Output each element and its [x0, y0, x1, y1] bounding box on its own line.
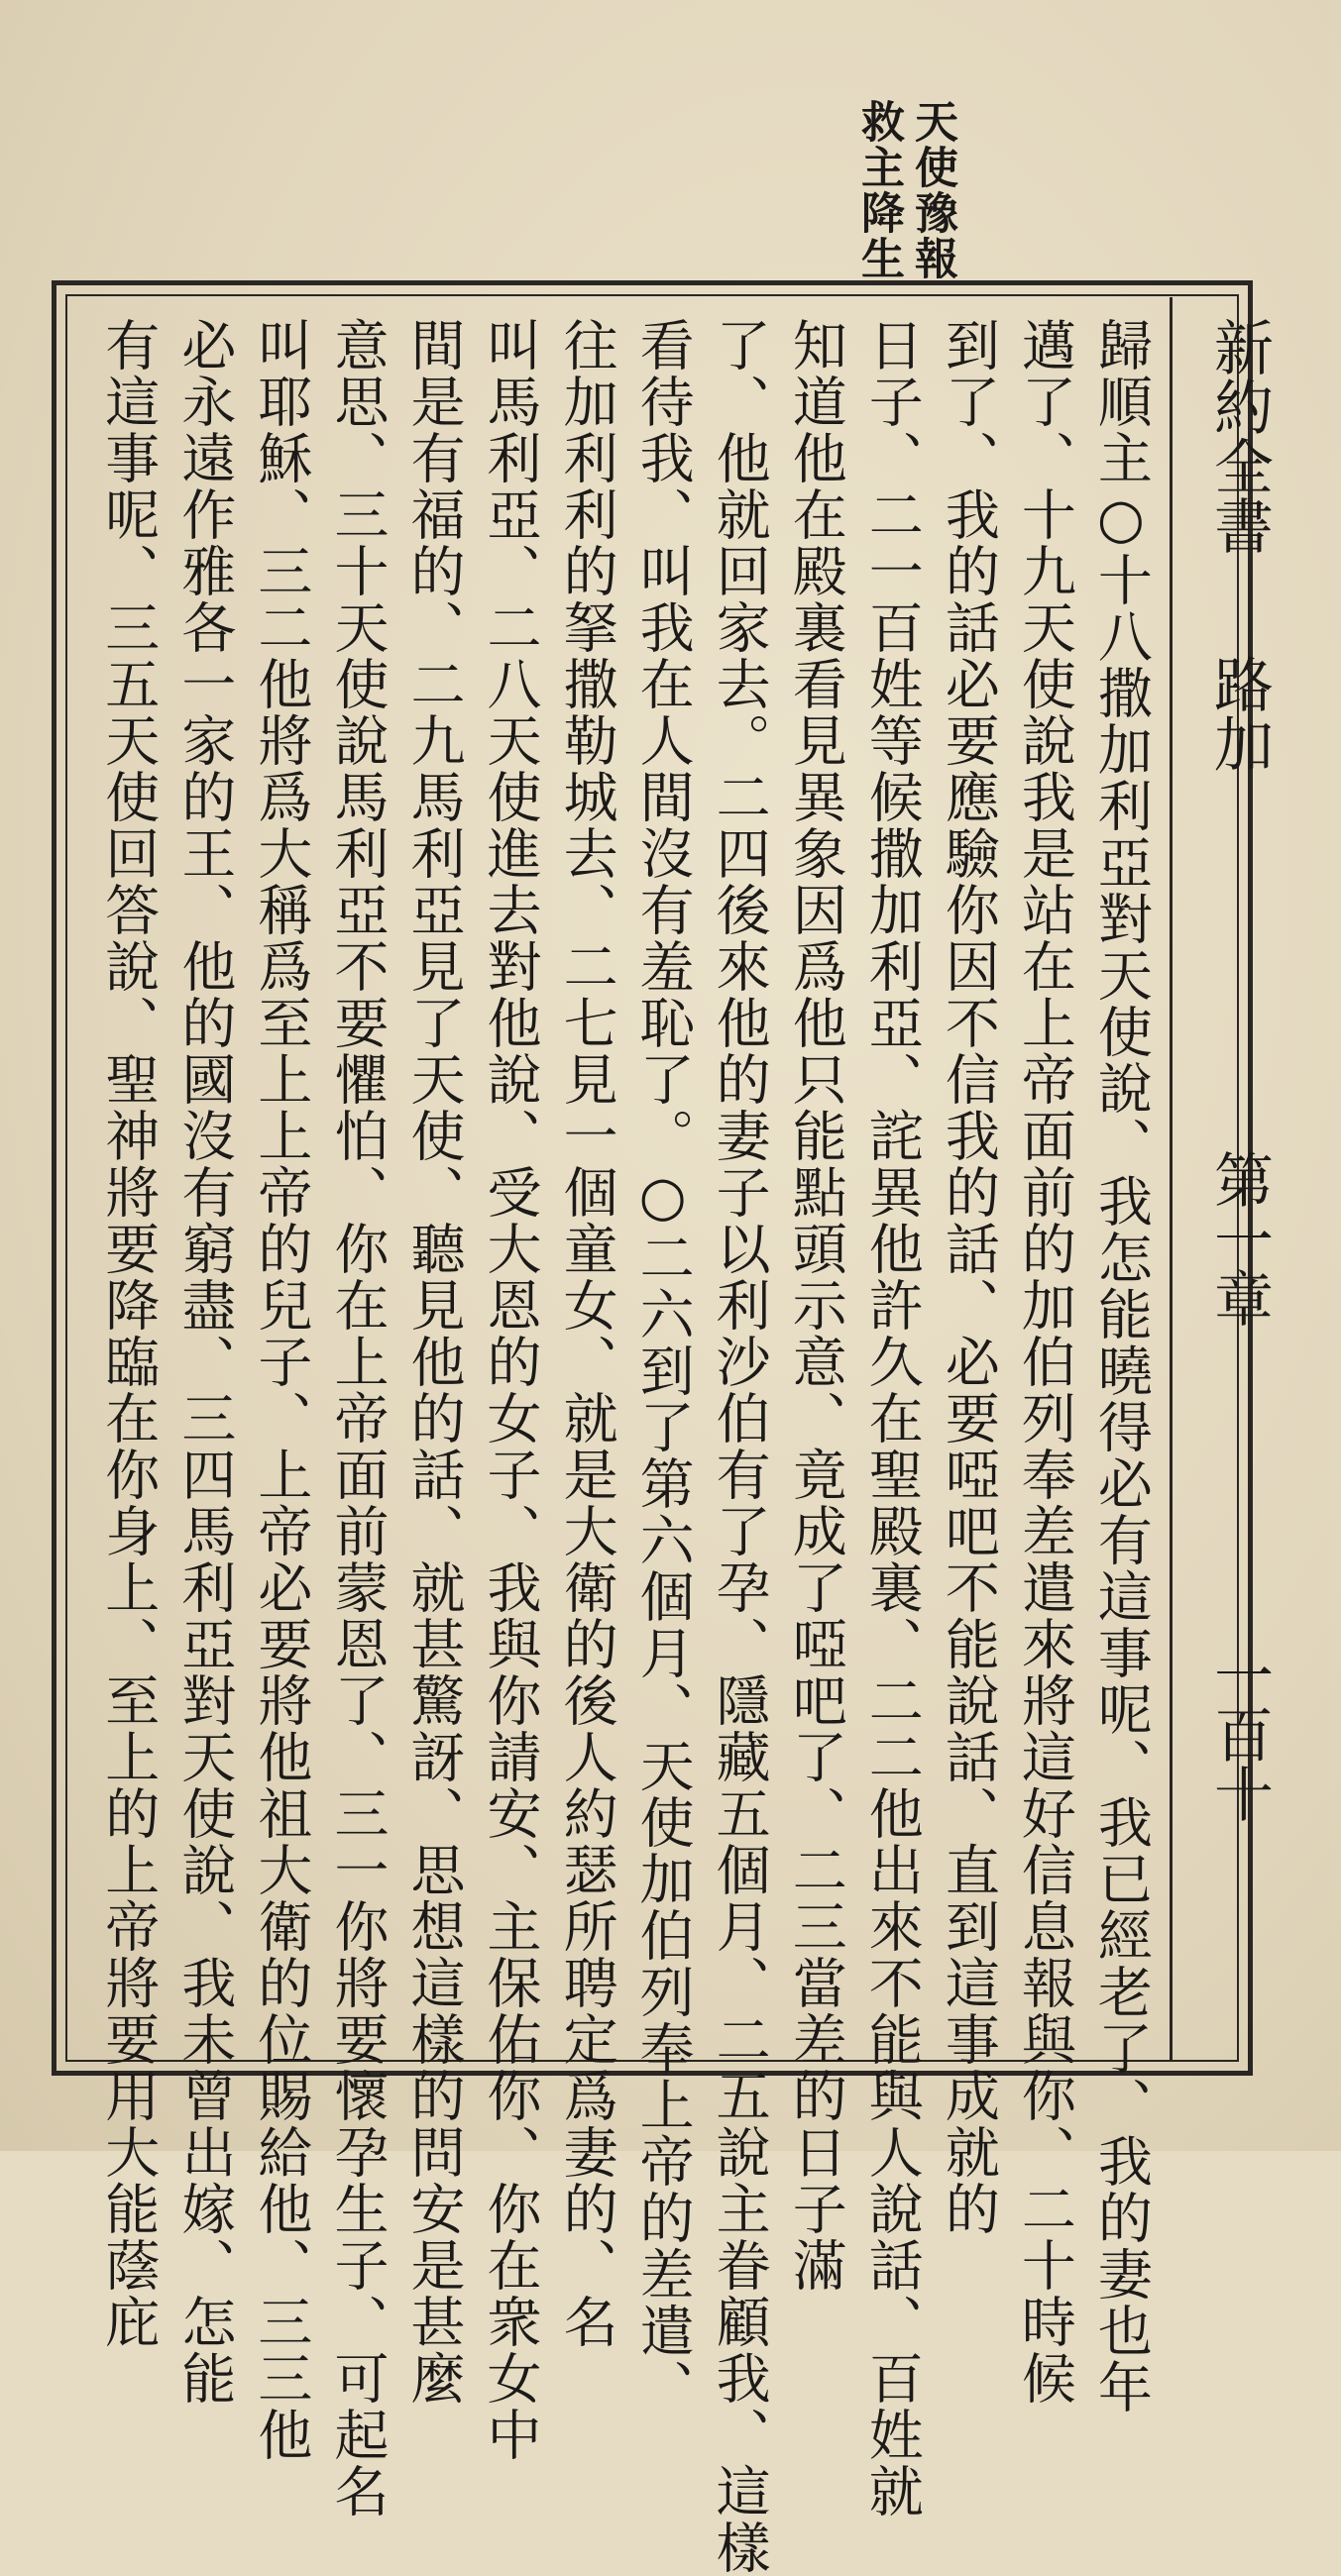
headnote-line-1: 天使豫報 — [907, 99, 957, 281]
book-title: 新約全書 — [1204, 317, 1274, 555]
headnote-line-2: 救主降生 — [853, 99, 904, 281]
text-line: 往加利利的拏撒勒城去、二七見一個童女、就是大衛的後人約瑟所聘定爲妻的、名 — [554, 317, 618, 2350]
page-number: 一百十 — [1204, 1645, 1274, 1823]
header-divider — [1170, 297, 1173, 2061]
marginal-headnote — [595, 99, 957, 281]
text-line: 了、他就回家去。二四後來他的妻子以利沙伯有了孕、隱藏五個月、二五說主眷顧我、這樣 — [707, 317, 771, 2576]
text-line: 看待我、叫我在人間沒有羞恥了。○二六到了第六個月、天使加伯列奉上帝的差遣、 — [630, 317, 695, 2415]
book-name: 路加 — [1204, 654, 1274, 773]
text-line: 必永遠作雅各一家的王、他的國沒有窮盡、三四馬利亞對天使說、我未曾出嫁、怎能 — [172, 317, 237, 2407]
text-line: 邁了、十九天使說我是站在上帝面前的加伯列奉差遣來將這好信息報與你、二十時候 — [1012, 317, 1076, 2407]
text-body — [96, 317, 1153, 2576]
text-line: 叫耶穌、三二他將爲大稱爲至上上帝的兒子、上帝必要將他祖大衛的位賜給他、三三他 — [249, 317, 313, 2463]
text-line: 歸順主○十八撒加利亞對天使說、我怎能曉得必有這事呢、我已經老了、我的妻也年 — [1088, 317, 1153, 2415]
text-line: 日子、二一百姓等候撒加利亞、詫異他許久在聖殿裏、二二他出來不能與人說話、百姓就 — [859, 317, 924, 2520]
text-line: 意思、三十天使說馬利亞不要懼怕、你在上帝面前蒙恩了、三一你將要懷孕生子、可起名 — [325, 317, 390, 2520]
text-line: 知道他在殿裏看見異象因爲他只能點頭示意、竟成了啞吧了、二三當差的日子滿 — [783, 317, 847, 2294]
text-line: 有這事呢、三五天使回答說、聖神將要降臨在你身上、至上的上帝將要用大能蔭庇 — [96, 317, 161, 2350]
text-line: 到了、我的話必要應驗你因不信我的話、必要啞吧不能說話、直到這事成就的 — [936, 317, 1000, 2237]
text-line: 間是有福的、二九馬利亞見了天使、聽見他的話、就甚驚訝、思想這樣的問安是甚麼 — [401, 317, 466, 2407]
chapter-label: 第一章 — [1204, 1149, 1274, 1328]
text-line: 叫馬利亞、二八天使進去對他說、受大恩的女子、我與你請安、主保佑你、你在衆女中 — [478, 317, 542, 2463]
